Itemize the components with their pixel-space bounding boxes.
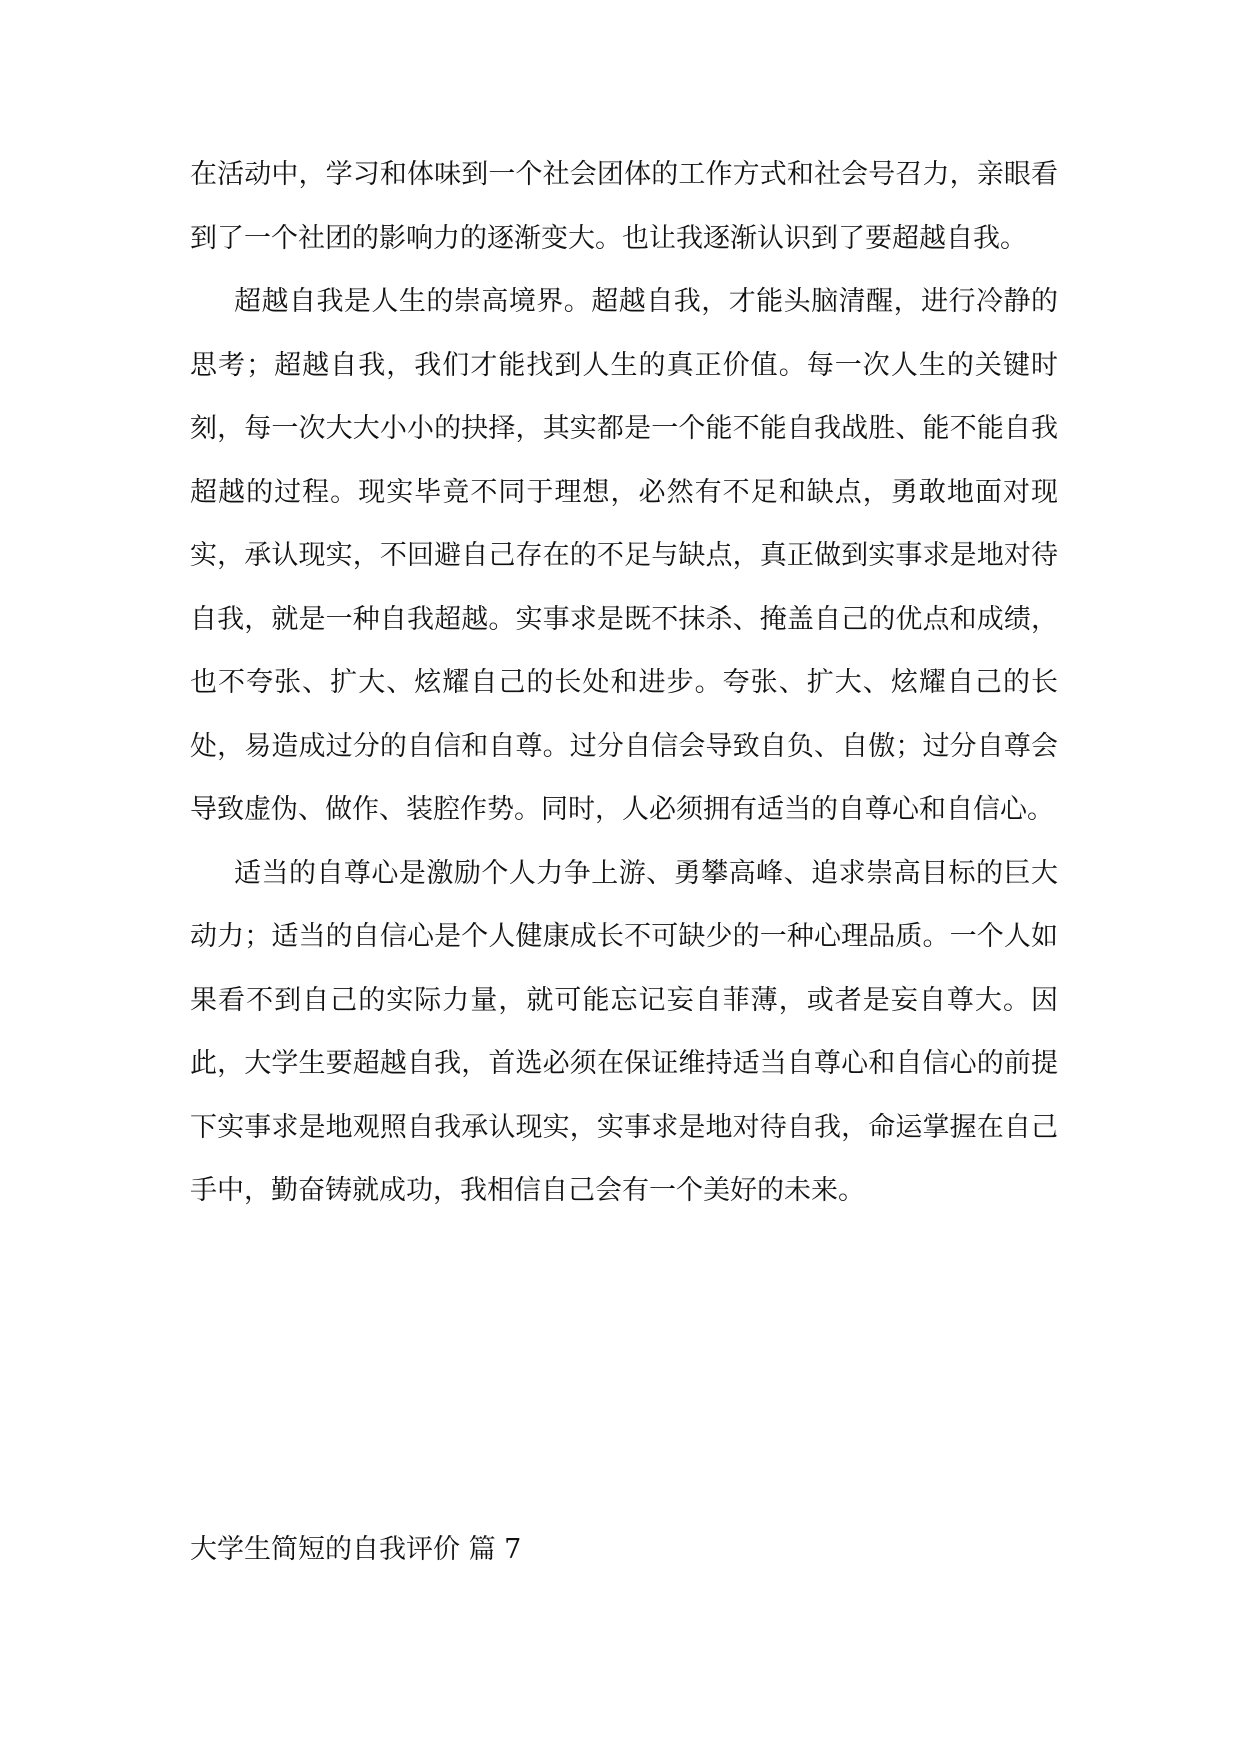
document-body [190, 143, 1058, 1223]
paragraph-self-esteem-confidence: 适当的自尊心是激励个人力争上游、勇攀高峰、追求崇高目标的巨大动力；适当的自信心是个人健康成长不可缺少的一种心理品质。一个人如果看不到自己的实际力量，就可能忘记妄自菲薄，或者是妄自尊大。因此，大学生要超越自我，首选必须在保证维持适当自尊心和自信心的前提下实事求是地观照自我承认现实，实事求是地对待自我，命运掌握在自己手中，勤奋铸就成功，我相信自己会有一个美好的未来。 [190, 857, 1058, 1206]
paragraph-activity-reflection: 在活动中，学习和体味到一个社会团体的工作方式和社会号召力，亲眼看到了一个社团的影响力的逐渐变大。也让我逐渐认识到了要超越自我。 [190, 159, 1058, 254]
section-heading: 大学生简短的自我评价 篇 7 [190, 1534, 522, 1565]
paragraph-self-transcendence: 超越自我是人生的崇高境界。超越自我，才能头脑清醒，进行冷静的思考；超越自我，我们才能找到人生的真正价值。每一次人生的关键时刻，每一次大大小小的抉择，其实都是一个能不能自我战胜、能不能自我超越的过程。现实毕竟不同于理想，必然有不足和缺点，勇敢地面对现实，承认现实，不回避自己存在的不足与缺点，真正做到实事求是地对待自我，就是一种自我超越。实事求是既不抹杀、掩盖自己的优点和成绩，也不夸张、扩大、炫耀自己的长处和进步。夸张、扩大、炫耀自己的长处，易造成过分的自信和自尊。过分自信会导致自负、自傲；过分自尊会导致虚伪、做作、装腔作势。同时，人必须拥有适当的自尊心和自信心。 [190, 286, 1058, 825]
